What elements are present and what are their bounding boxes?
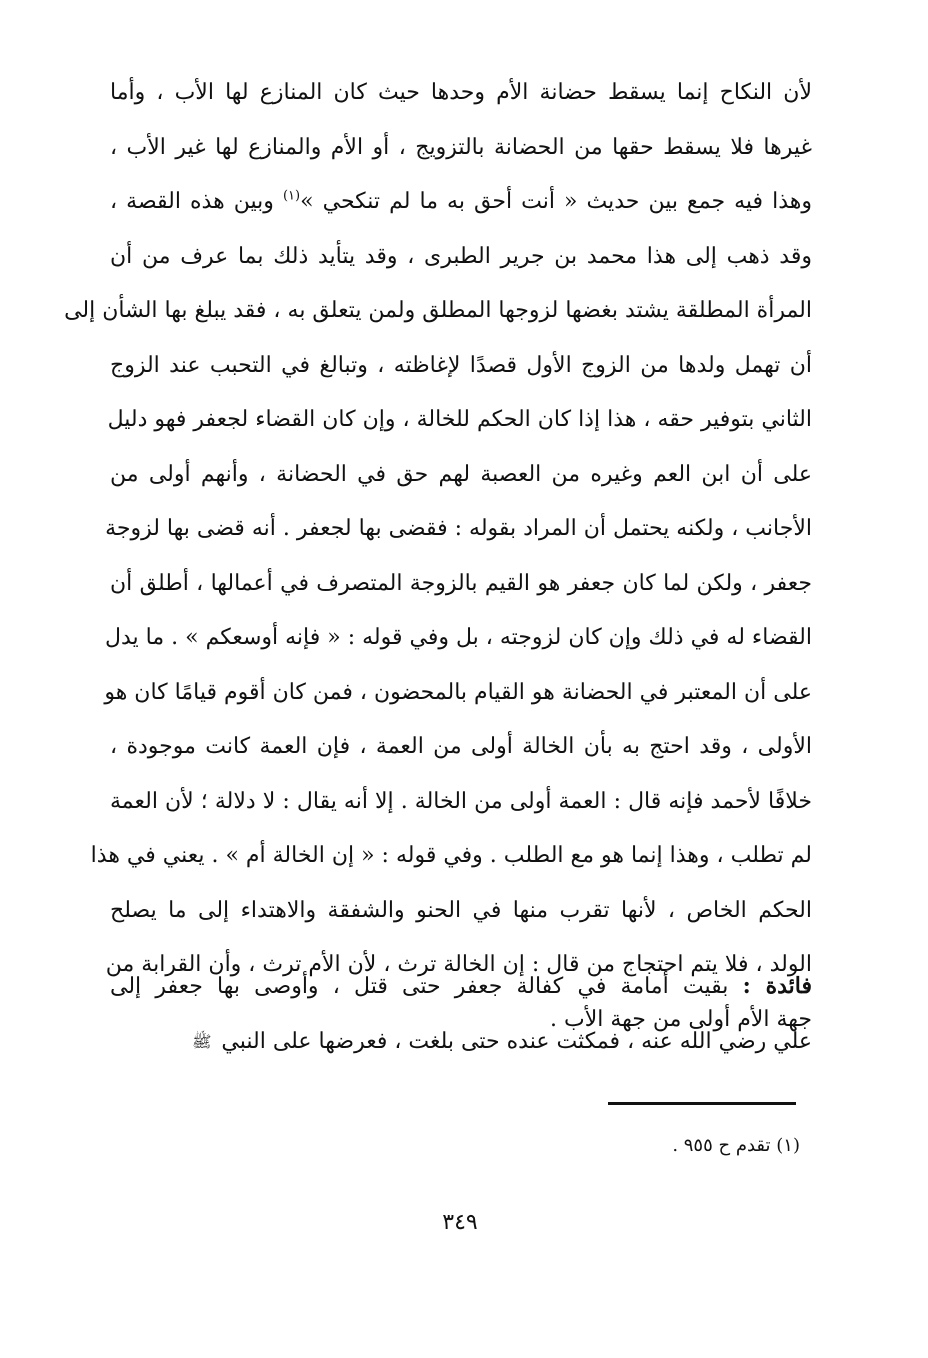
text-line: لم تطلب ، وهذا إنما هو مع الطلب . وفي قوله : « إن الخالة أم » . يعني في هذا [90,843,812,868]
text-continuation: وبين هذه القصة ، [110,189,274,214]
text-line: المرأة المطلقة يشتد بغضها لزوجها المطلق ولمن يتعلق به ، فقد يبلغ بها الشأن إلى [64,298,812,323]
text-line: لأن النكاح إنما يسقط حضانة الأم وحدها حيث كان المنازع لها الأب ، وأما [110,80,812,105]
benefit-line [110,958,812,1014]
benefit-text: بقيت أمامة في كفالة جعفر حتى قتل ، وأوصى بها جعفر إلى [110,974,729,999]
text-line: الأجانب ، ولكنه يحتمل أن المراد بقوله : فقضى بها لجعفر . أنه قضى بها لزوجة [105,516,812,541]
text-line: غيرها فلا يسقط حقها من الحضانة بالتزويج ، أو الأم والمنازع لها غير الأب ، [110,134,812,160]
text-line-with-footnote [110,175,812,230]
page-number: ٣٤٩ [442,1210,478,1235]
text-line: خلافًا لأحمد فإنه قال : العمة أولى من الخالة . إلا أنه يقال : لا دلالة ؛ لأن العمة [110,788,812,814]
hadith-quote: وهذا فيه جمع بين حديث « أنت أحق به ما لم تنكحي » [300,189,812,214]
text-line: الحكم الخاص ، لأنها تقرب منها في الحنو والشفقة والاهتداء إلى ما يصلح [110,897,812,923]
text-line: الأولى ، وقد احتج به بأن الخالة أولى من العمة ، فإن العمة كانت موجودة ، [110,734,812,759]
benefit-label: فائدة : [742,973,812,999]
text-line: الولد ، فلا يتم احتجاج من قال : إن الخالة ترث ، لأن الأم ترث ، وأن القرابة من [105,952,812,977]
salutation-icon: ﷺ [192,1032,212,1051]
benefit-paragraph [110,958,812,1070]
footnote-marker: (١) [282,188,301,204]
benefit-text: علي رضي الله عنه ، فمكثت عنده حتى بلغت ، فعرضها على النبي [221,1029,812,1054]
benefit-line [110,1014,812,1070]
text-line: وقد ذهب إلى هذا محمد بن جرير الطبرى ، وقد يتأيد ذلك بما عرف من أن [110,243,812,269]
footnote: (١) تقدم ح ٩٥٥ . [672,1135,800,1156]
text-line: على أن ابن العم وغيره من العصبة لهم حق في الحضانة ، وأنهم أولى من [110,461,812,487]
text-line: القضاء له في ذلك وإن كان لزوجته ، بل وفي قوله : « فإنه أوسعكم » . ما يدل [105,625,812,650]
text-line: الثاني بتوفير حقه ، هذا إذا كان الحكم للخالة ، وإن كان القضاء لجعفر فهو دليل [107,407,812,432]
main-paragraph [64,66,812,1047]
footnote-divider [608,1102,796,1105]
text-line: أن تهمل ولدها من الزوج الأول قصدًا لإغاظته ، وتبالغ في التحبب عند الزوج [110,352,812,378]
text-line: جهة الأم أولى من جهة الأب . [550,1006,812,1032]
text-line: جعفر ، ولكن لما كان جعفر هو القيم بالزوجة المتصرف في أعمالها ، أطلق أن [110,570,812,596]
text-line: على أن المعتبر في الحضانة هو القيام بالمحضون ، فمن كان أقوم قيامًا كان هو [104,679,812,705]
